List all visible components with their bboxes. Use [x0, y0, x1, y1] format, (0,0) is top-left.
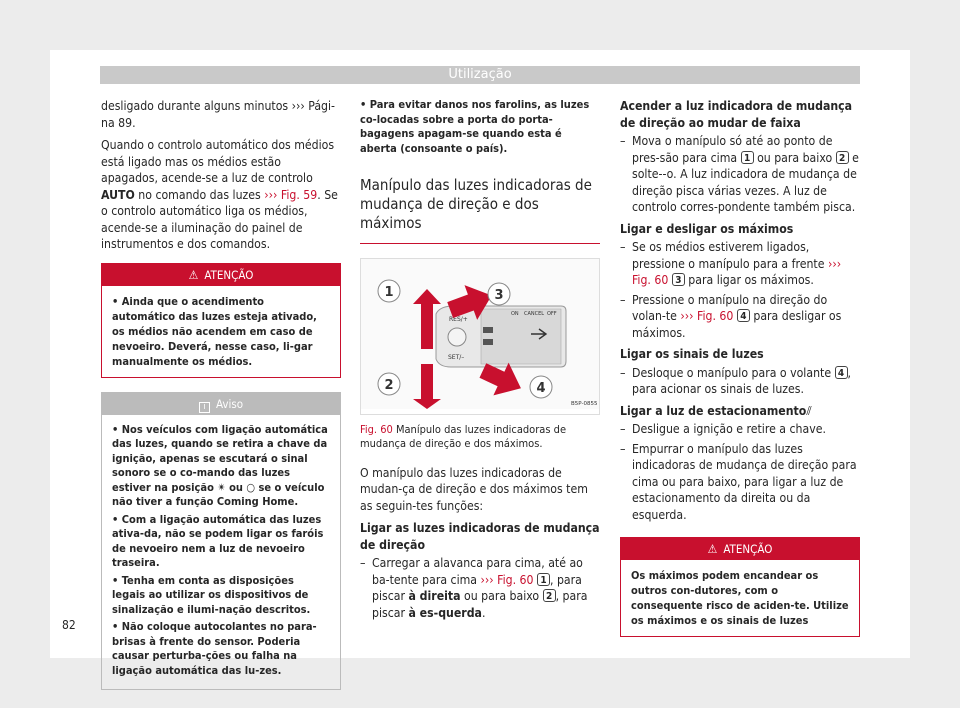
ref-badge: 1	[537, 573, 550, 586]
ref-badge: 2	[836, 151, 849, 164]
text: à es-querda	[408, 605, 482, 620]
note-body	[102, 415, 340, 690]
warning-text: Os máximos podem encandear os outros con-dutores, com o consequente risco de aciden-te. Utilize os máximos e os sinais de luzes	[631, 569, 849, 627]
warning-triangle-icon: ⚠	[707, 542, 718, 556]
warning-text: • Ainda que o acendimento automático das luzes esteja ativado, os médios não acendem em caso de nevoeiro. Deverá, nesse caso, li-gar manualmente os médios.	[112, 294, 317, 368]
ref-badge: 4	[737, 309, 750, 322]
warning-title: ATENÇÃO	[723, 542, 773, 556]
note-bullet: • Nos veículos com ligação automática das luzes, quando se retira a chave da ignição, apenas se escutará o sinal sonoro se o co-mando das luzes estiver na posição ✴ ou ○ se o veículo não tiver a função Coming Home.	[112, 422, 328, 508]
figure-label-2: 2	[384, 378, 394, 393]
text: para ligar os máximos.	[684, 273, 814, 287]
warning-header	[102, 264, 340, 286]
text: Desloque o manípulo para o volante	[632, 365, 835, 380]
text: , para piscar	[372, 589, 588, 620]
warning-header	[621, 538, 859, 560]
parking-light-icon: ⫽	[806, 403, 812, 418]
warning-box	[101, 263, 341, 378]
figure-label-4: 4	[536, 381, 546, 396]
figure-label-1: 1	[384, 285, 394, 300]
text: e solte--o. A luz indicadora de mudança de direção pisca várias vezes. A luz de controlo corres-pondente também pisca.	[632, 150, 859, 214]
column-2	[360, 98, 600, 624]
figure-60	[360, 258, 600, 415]
dash-item: – Desligue a ignição e retire a chave.	[620, 421, 860, 438]
dash-item	[620, 133, 860, 216]
on-label: ON	[511, 311, 519, 317]
ref-badge: 3	[672, 273, 685, 286]
figure-label-3: 3	[494, 288, 504, 303]
subheading: Ligar os sinais de luzes	[620, 347, 764, 361]
auto-indicator: AUTO	[101, 187, 135, 202]
paragraph	[101, 137, 341, 253]
text: desligado durante alguns minutos ››› Pági-na 89.	[101, 99, 336, 130]
text: , para acionar os sinais de luzes.	[632, 365, 852, 396]
text: , para piscar	[372, 572, 582, 603]
text: Quando o controlo automático dos médios está ligado mas os médios estão apagados, acende-se a luz de controlo	[101, 138, 335, 185]
dash-item: – Empurrar o manípulo das luzes indicadoras de mudança de direção para cima ou para baixo, para ligar a luz de estacionamento da direita ou da esquerda.	[620, 441, 860, 524]
note-bullet: • Com a ligação automática das luzes ativa-da, não se podem ligar os faróis de nevoeiro nem a luz de nevoeiro traseira.	[112, 512, 324, 569]
note-bullet: • Tenha em conta as disposições legais ao utilizar os dispositivos de sinalização e ilumi-nação descritos.	[112, 573, 311, 616]
subheading: Acender a luz indicadora de mudança de direção ao mudar de faixa	[620, 99, 853, 130]
warning-title: ATENÇÃO	[204, 267, 254, 282]
ref-badge: 4	[835, 366, 848, 379]
warning-triangle-icon: ⚠	[188, 267, 199, 282]
text: Carregar a alavanca para cima, até ao ba-tente para cima	[372, 556, 583, 587]
fig-60-link[interactable]: ››› Fig. 60	[632, 256, 842, 287]
figure-caption	[360, 423, 600, 451]
note-bullet-continued: • Para evitar danos nos farolins, as luzes co-locadas sobre a porta do porta-bagagens apagam-se quando esta é aberta (consoante o país).	[360, 98, 590, 155]
text: Pressione o manípulo na direção do volan-te	[632, 292, 828, 323]
dash-item	[360, 555, 600, 621]
text: Se os médios estiverem ligados, pressione o manípulo para a frente	[632, 240, 828, 271]
text: Mova o manípulo só até ao ponto de pres-são para cima	[632, 134, 833, 165]
dash-item	[620, 365, 860, 398]
dash-item	[620, 239, 860, 289]
fig-59-link[interactable]: ››› Fig. 59	[264, 187, 318, 202]
section-title: Manípulo das luzes indicadoras de mudança de direção e dos máximos	[360, 176, 600, 244]
column-3	[620, 98, 860, 637]
column-1	[101, 98, 341, 690]
cancel-label: CANCEL	[524, 311, 545, 317]
page-number: 82	[62, 618, 76, 632]
ref-badge: 2	[543, 589, 556, 602]
text: . Se o controlo automático liga os médios, acende-se a iluminação do painel de instrumentos e dos comandos.	[101, 187, 338, 251]
off-label: OFF	[547, 311, 557, 317]
note-bullet: • Não coloque autocolantes no para-brisas à frente do sensor. Poderia causar perturba-ções ou falha na ligação automática das lu-zes.	[112, 620, 317, 677]
paragraph: O manípulo das luzes indicadoras de mudan-ça de direção e dos máximos tem as seguin-tes funções:	[360, 465, 588, 513]
turn-signal-stalk-illustration	[361, 259, 599, 409]
fig-60-link[interactable]: ››› Fig. 60	[680, 309, 734, 323]
note-title: Aviso	[215, 396, 244, 411]
subheading	[620, 403, 860, 420]
subheading: Ligar e desligar os máximos	[620, 221, 794, 236]
text: à direita	[408, 589, 461, 603]
text: ou para baixo	[460, 589, 543, 603]
ref-badge: 1	[741, 151, 754, 164]
text: para desligar os máximos.	[632, 309, 842, 340]
caption-fig-label: Fig. 60	[360, 422, 393, 436]
info-icon: i	[199, 402, 210, 413]
text: Ligar a luz de estacionamento	[620, 403, 807, 418]
text: no comando das luzes	[134, 187, 265, 202]
subheading: Ligar as luzes indicadoras de mudança de direção	[360, 521, 600, 552]
note-box	[101, 392, 341, 691]
note-header	[102, 393, 340, 415]
fig-60-link[interactable]: ››› Fig. 60	[480, 572, 534, 587]
caption-text: Manípulo das luzes indicadoras de mudança de direção e dos máximos.	[360, 422, 567, 450]
figure-code: B5P-0855	[571, 401, 598, 407]
text: .	[481, 605, 486, 620]
set-label: SET/–	[448, 354, 465, 361]
dash-item	[620, 292, 860, 342]
text: ou para baixo	[753, 150, 836, 165]
page-header: Utilização	[100, 66, 860, 84]
res-label: RES/+	[449, 316, 468, 323]
paragraph	[101, 98, 341, 131]
warning-box	[620, 537, 860, 637]
